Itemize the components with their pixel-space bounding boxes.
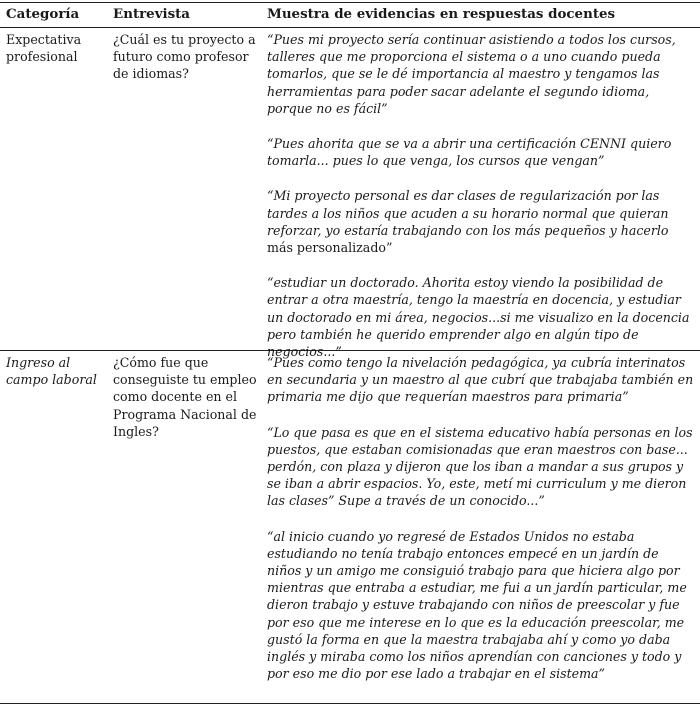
row1-categoria: Expectativa profesional xyxy=(6,32,82,65)
row2-evidencias xyxy=(267,354,695,682)
row2-categoria: Ingreso al campo laboral xyxy=(6,355,97,388)
row1-evidencias xyxy=(267,31,695,360)
header-muestra: Muestra de evidencias en respuestas docentes xyxy=(267,6,616,22)
row1-evidence-1: “Pues mi proyecto sería continuar asistiendo a todos los cursos, talleres que me proporciona el sistema o a uno cuando pueda tomarlos, que se le dé importancia al maestro y tengamos las herramientas para poder sacar adelante el segundo idioma, porque no es fácil” xyxy=(267,32,676,116)
table-bottom-rule xyxy=(0,703,700,704)
header-rule xyxy=(0,27,700,28)
row1-evidence-4: “estudiar un doctorado. Ahorita estoy viendo la posibilidad de entrar a otra maestría, tengo la maestría en docencia, y estudiar un doctorado en mi área, negocios...si me visualizo en la docencia pero también he querido emprender algo en algún tipo de negocios...” xyxy=(267,275,690,360)
row1-evidence-3 xyxy=(267,187,695,256)
row1-pregunta: ¿Cuál es tu proyecto a futuro como profesor de idiomas? xyxy=(113,32,256,82)
row2-evidence-3: “al inicio cuando yo regresé de Estados Unidos no estaba estudiando no tenía trabajo entonces empecé en un jardín de niños y un amigo me consiguió trabajo para que hiciera algo por mientras que entraba a estudiar, me fui a un jardín particular, me dieron trabajo y estuve trabajando con niños de preescolar y fue por eso que me interese en lo que es la educación preescolar, me gustó la forma en que la maestra trabajaba ahí y como yo daba inglés y miraba como los niños aprendían con canciones y todo y por eso me dio por ese lado a trabajar en el sistema” xyxy=(267,528,687,682)
table-top-rule xyxy=(0,2,700,3)
row1-evidence-3-end: más personalizado” xyxy=(267,240,393,256)
row2-evidence-2: “Lo que pasa es que en el sistema educativo había personas en los puestos, que estaban comisionadas que eran maestros con base... perdón, con plaza y dijeron que los iban a mandar a sus grupos y se iban a abrir espacios. Yo, este, metí mi curriculum y me dieron las clases” Supe a través de un conocido...” xyxy=(267,424,693,509)
row2-pregunta: ¿Cómo fue que conseguiste tu empleo como docente en el Programa Nacional de Ingles? xyxy=(113,355,257,439)
row2-evidence-1: “Pues como tengo la nivelación pedagógica, ya cubría interinatos en secundaria y un maestro al que cubrí que trabajaba también en primaria me dijo que requerían maestros para primaria” xyxy=(267,355,694,405)
row1-evidence-3-text: “Mi proyecto personal es dar clases de regularización por las tardes a los niños que acuden a su horario normal que quieran reforzar, yo estaría trabajando con los más pequeños y hacerlo xyxy=(267,188,669,238)
row1-evidence-2: “Pues ahorita que se va a abrir una certificación CENNI quiero tomarla... pues lo que venga, los cursos que vengan” xyxy=(267,136,672,169)
header-entrevista: Entrevista xyxy=(113,6,190,22)
header-categoria: Categoría xyxy=(6,6,80,22)
